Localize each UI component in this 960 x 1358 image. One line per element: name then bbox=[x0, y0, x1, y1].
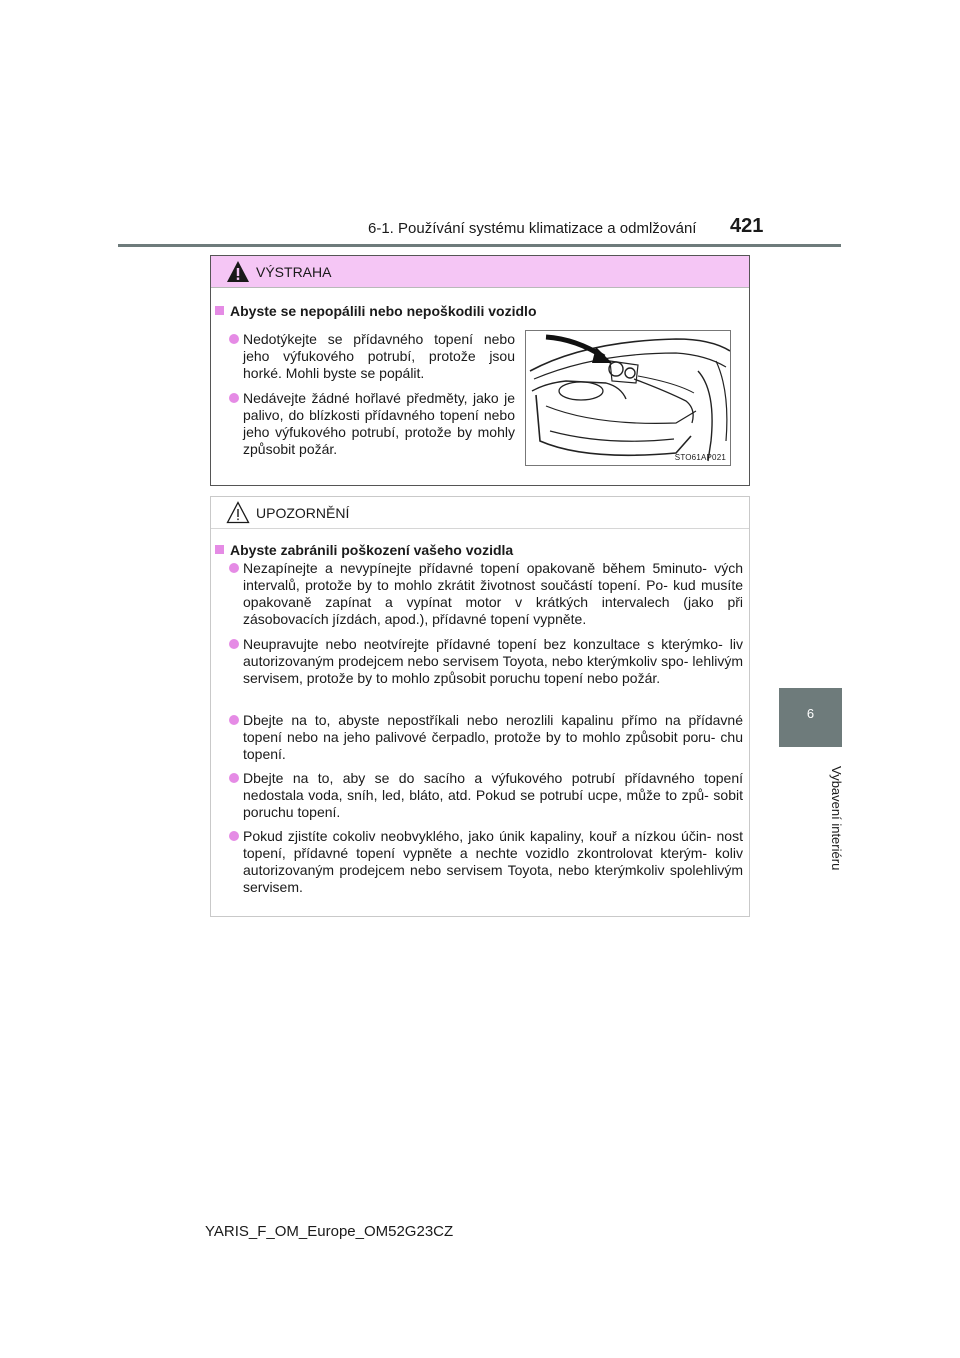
bullet-icon bbox=[229, 715, 239, 725]
caution-item-2: Neupravujte nebo neotvírejte přídavné topení bez konzultace s kterýmko- liv autorizovaným prodejcem nebo servisem Toyota, nebo kterýmkoliv spo- lehlivým servisem, protože by to mohlo způsobit poruchu topení nebo požár. bbox=[243, 636, 743, 687]
caution-triangle-outline-icon bbox=[226, 501, 250, 524]
heater-figure bbox=[525, 330, 731, 466]
square-bullet-icon bbox=[215, 306, 224, 315]
warning-title: VÝSTRAHA bbox=[256, 264, 332, 280]
bullet-icon bbox=[229, 773, 239, 783]
warning-triangle-icon bbox=[226, 260, 250, 283]
chapter-number: 6 bbox=[806, 706, 815, 721]
caution-box bbox=[210, 496, 750, 917]
figure-caption: STO61AP021 bbox=[674, 453, 726, 462]
chapter-title: Vybavení interiéru bbox=[829, 766, 844, 871]
header-divider bbox=[118, 244, 841, 247]
page-number: 421 bbox=[730, 215, 764, 237]
bullet-icon bbox=[229, 831, 239, 841]
bullet-icon bbox=[229, 393, 239, 403]
bullet-icon bbox=[229, 639, 239, 649]
bullet-icon bbox=[229, 334, 239, 344]
warning-item-2: Nedávejte žádné hořlavé předměty, jako je palivo, do blízkosti přídavného topení nebo jeho výfukového potrubí, protože by mohly způsobit požár. bbox=[243, 390, 515, 458]
caution-item-5: Pokud zjistíte cokoliv neobvyklého, jako únik kapaliny, kouř a nízkou účin- nost topení, přídavné topení vypněte a nechte vozidlo zkontrolovat kterým- koliv autorizovaným prodejcem nebo servisem Toyota, nebo kterýmkoliv spolehlivým servisem. bbox=[243, 828, 743, 896]
caution-title: UPOZORNĚNÍ bbox=[256, 505, 350, 521]
caution-item-4: Dbejte na to, aby se do sacího a výfukového potrubí přídavného topení nedostala voda, sníh, led, bláto, atd. Pokud se potrubí ucpe, může to způ- sobit poruchu topení. bbox=[243, 770, 743, 821]
square-bullet-icon bbox=[215, 545, 224, 554]
caution-subheading: Abyste zabránili poškození vašeho vozidla bbox=[215, 542, 513, 558]
car-front-illustration bbox=[526, 331, 730, 465]
warning-header bbox=[211, 256, 749, 288]
caution-item-3: Dbejte na to, abyste nepostříkali nebo nerozlili kapalinu přímo na přídavné topení nebo na jeho palivové čerpadlo, protože by to mohlo způsobit poru- chu topení. bbox=[243, 712, 743, 763]
caution-header bbox=[211, 497, 749, 529]
bullet-icon bbox=[229, 563, 239, 573]
document-code: YARIS_F_OM_Europe_OM52G23CZ bbox=[205, 1223, 454, 1240]
warning-subheading: Abyste se nepopálili nebo nepoškodili vozidlo bbox=[215, 303, 537, 319]
warning-item-1: Nedotýkejte se přídavného topení nebo jeho výfukového potrubí, protože jsou horké. Mohli byste se popálit. bbox=[243, 331, 515, 382]
warning-box bbox=[210, 255, 750, 486]
section-title: 6-1. Používání systému klimatizace a odmlžování bbox=[368, 220, 697, 237]
chapter-tab bbox=[779, 688, 842, 747]
caution-item-1: Nezapínejte a nevypínejte přídavné topení opakovaně během 5minuto- vých intervalů, protože by to mohlo zkrátit životnost součástí topení. Po- kud musíte opakovaně zapínat a vypínat motor v krátkých intervalech (jako při zásobovacích jízdách, apod.), přídavné topení vypněte. bbox=[243, 560, 743, 628]
